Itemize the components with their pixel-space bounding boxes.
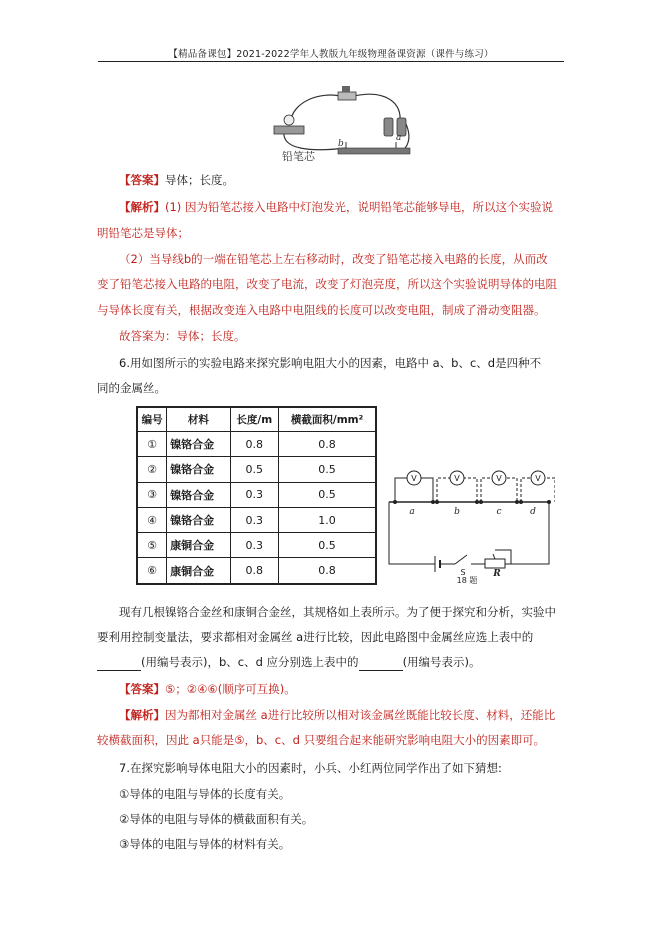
table-cell: ③ — [137, 482, 167, 507]
table-cell: ④ — [137, 507, 167, 532]
wire-b-label: b — [454, 507, 460, 517]
table-header-cell: 材料 — [167, 407, 230, 432]
q5-analysis-line-3: （2）当导线b的一端在铅笔芯上左右移动时，改变了铅笔芯接入电路的长度，从而改 — [119, 252, 548, 266]
q7-guess-2: ②导体的电阻与导体的横截面积有关。 — [119, 812, 314, 826]
table-cell: 镍铬合金 — [167, 482, 230, 507]
wire-c-label: c — [496, 507, 502, 517]
q5-analysis-line-4: 变了铅笔芯接入电路的电阻，改变了电流，改变了灯泡亮度，所以这个实验说明导体的电阻 — [97, 277, 557, 291]
analysis-text: 因为都相对金属丝 a进行比较所以相对该金属丝既能比较长度、材料，还能比 — [165, 708, 556, 722]
table-cell: 0.5 — [230, 457, 279, 482]
table-row — [137, 482, 376, 507]
q7-guess-1: ①导体的电阻与导体的长度有关。 — [119, 787, 291, 801]
voltmeter-label: V — [454, 474, 460, 483]
voltmeter-label: V — [535, 474, 541, 483]
table-cell: 镍铬合金 — [167, 507, 230, 532]
analysis-tag: 【解析】 — [119, 708, 165, 722]
answer-text: 导体；长度。 — [165, 173, 234, 187]
q5-analysis-line-5: 与导体长度有关，根据改变连入电路中电阻线的长度可以改变电阻，制成了滑动变阻器。 — [97, 303, 546, 317]
q5-analysis-line-1 — [119, 199, 553, 215]
q5-analysis-line-2: 明铅笔芯是导体； — [97, 226, 189, 240]
rheostat-label: R — [493, 569, 501, 579]
table-cell: 0.5 — [279, 533, 376, 558]
table-cell: 0.8 — [230, 432, 279, 457]
table-row — [137, 432, 376, 457]
q6-body-line-3 — [97, 654, 481, 671]
table-cell: ② — [137, 457, 167, 482]
table-header-cell: 长度/m — [230, 407, 279, 432]
q6-answer — [119, 681, 296, 697]
table-cell: 0.5 — [279, 482, 376, 507]
table-row — [137, 533, 376, 558]
table-row — [137, 507, 376, 532]
q6-body-text: (用编号表示)，b、c、d 应分别选上表中的 — [141, 655, 359, 669]
answer-blank-1 — [97, 654, 141, 671]
table-row — [137, 457, 376, 482]
q6-body-line-1: 现有几根镍铬合金丝和康铜合金丝，其规格如上表所示。为了便于探究和分析，实验中 — [119, 605, 556, 619]
q6-body-line-2: 要利用控制变量法，要求都相对金属丝 a进行比较，因此电路图中金属丝应选上表中的 — [97, 630, 534, 644]
q7-stem: 7.在探究影响导体电阻大小的因素时，小兵、小红两位同学作出了如下猜想: — [119, 761, 502, 775]
wire-spec-table — [136, 406, 377, 585]
switch-label: S — [460, 568, 466, 577]
table-cell: 0.8 — [279, 558, 376, 584]
table-cell: ⑥ — [137, 558, 167, 584]
q6-stem-line-1: 6.用如图所示的实验电路来探究影响电阻大小的因素，电路中 a、b、c、d是四种不 — [119, 356, 542, 370]
table-header-cell: 横截面积/mm² — [279, 407, 376, 432]
answer-tag: 【答案】 — [119, 173, 165, 187]
table-cell: 0.3 — [230, 507, 279, 532]
page-header: 【精品备课包】2021-2022学年人教版九年级物理备课资源（课件与练习） — [168, 49, 494, 60]
header-rule — [98, 61, 564, 62]
q7-guess-3: ③导体的电阻与导体的材料有关。 — [119, 837, 291, 851]
q6-stem-line-2: 同的金属丝。 — [97, 381, 166, 395]
table-cell: 1.0 — [279, 507, 376, 532]
answer-blank-2 — [359, 654, 403, 671]
wire-a-label: a — [409, 507, 415, 517]
table-cell: ⑤ — [137, 533, 167, 558]
answer-tag: 【答案】 — [119, 682, 165, 696]
voltmeter-label: V — [496, 474, 502, 483]
table-cell: 康铜合金 — [167, 533, 230, 558]
table-cell: 0.5 — [279, 457, 376, 482]
figure-caption: 18 题 — [456, 576, 478, 584]
resistance-circuit-diagram — [385, 462, 555, 584]
pencil-lead-circuit-figure — [272, 82, 432, 168]
q6-analysis-line-1 — [119, 707, 555, 723]
table-row — [137, 558, 376, 584]
table-cell: ① — [137, 432, 167, 457]
q6-analysis-line-2: 较横截面积，因此 a只能是⑤，b、c、d 只要组合起来能研究影响电阻大小的因素即可。 — [97, 733, 546, 747]
analysis-tag: 【解析】 — [119, 200, 165, 214]
analysis-text: (1) 因为铅笔芯接入电路中灯泡发光，说明铅笔芯能够导电，所以这个实验说 — [165, 200, 553, 214]
table-cell: 镍铬合金 — [167, 432, 230, 457]
table-cell: 康铜合金 — [167, 558, 230, 584]
q5-answer — [119, 172, 234, 188]
table-header-row — [137, 407, 376, 432]
q5-analysis-line-6: 故答案为：导体；长度。 — [119, 329, 246, 343]
wire-a-label: a — [396, 133, 402, 143]
table-cell: 0.8 — [279, 432, 376, 457]
voltmeter-label: V — [411, 474, 417, 483]
table-cell: 镍铬合金 — [167, 457, 230, 482]
table-cell: 0.3 — [230, 533, 279, 558]
table-cell: 0.3 — [230, 482, 279, 507]
table-header-cell: 编号 — [137, 407, 167, 432]
q6-body-text-end: (用编号表示)。 — [402, 655, 481, 669]
wire-b-label: b — [338, 139, 344, 149]
answer-text: ⑤；②④⑥(顺序可互换)。 — [165, 682, 296, 696]
wire-d-label: d — [530, 507, 536, 517]
pencil-lead-label: 铅笔芯 — [282, 150, 315, 163]
table-cell: 0.8 — [230, 558, 279, 584]
